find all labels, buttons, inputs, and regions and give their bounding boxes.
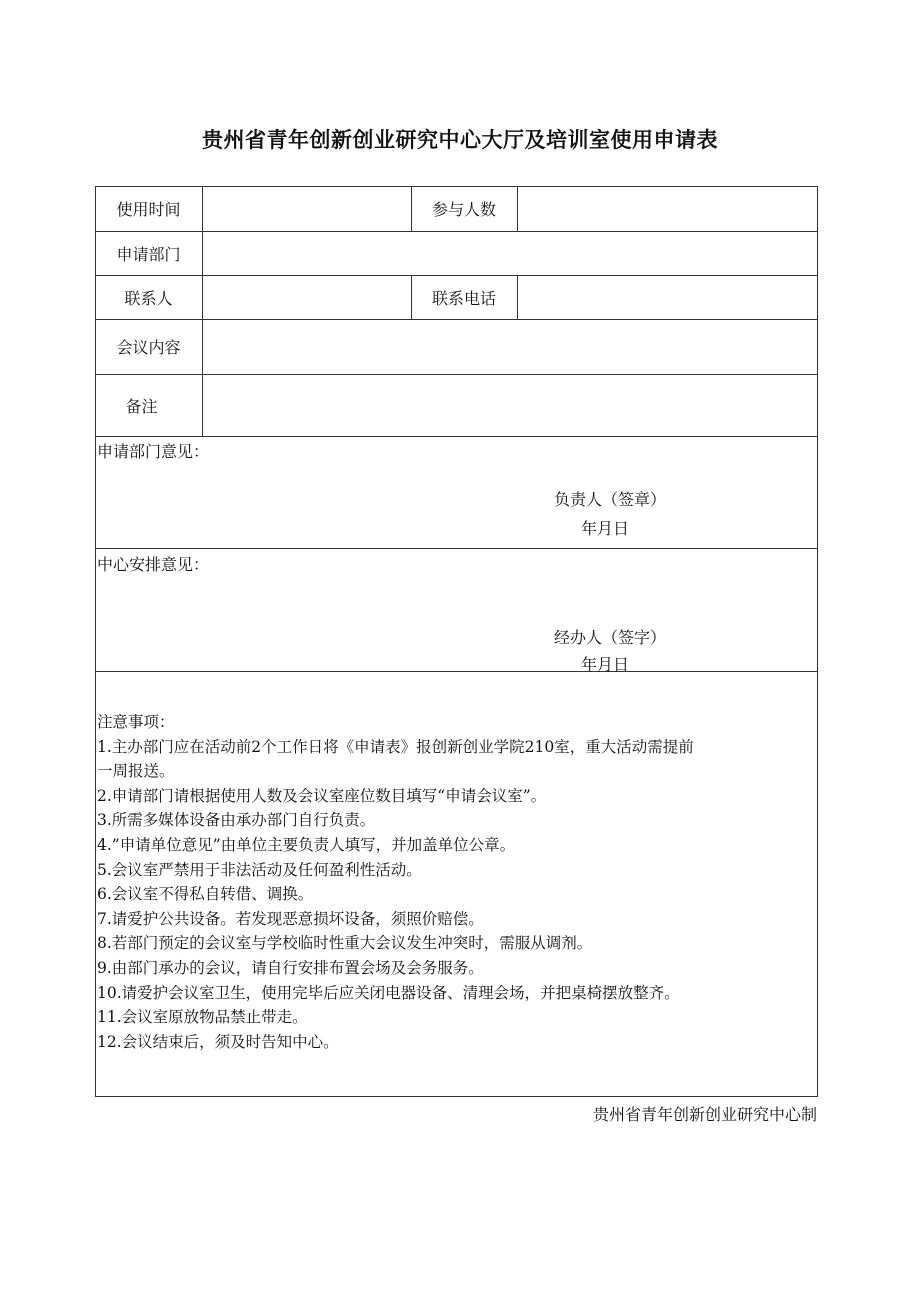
note-item: 9.由部门承办的会议，请自行安排布置会场及会务服务。: [97, 958, 484, 977]
dept-opinion-label: 申请部门意见：: [97, 442, 210, 461]
content-field[interactable]: [203, 320, 817, 374]
notes-section: [97, 710, 817, 1054]
note-item: 10.请爱护会议室卫生，使用完毕后应关闭电器设备、清理会场，并把桌椅摆放整齐。: [97, 983, 680, 1002]
use-time-field[interactable]: [203, 187, 411, 231]
note-item: 11.会议室原放物品禁止带走。: [97, 1008, 308, 1027]
participants-field[interactable]: [518, 187, 817, 231]
phone-field[interactable]: [518, 276, 817, 319]
note-item: 2.申请部门请根据使用人数及会议室座位数目填写“申请会议室”。: [97, 786, 547, 805]
note-item: 5.会议室严禁用于非法活动及任何盈利性活动。: [97, 860, 422, 879]
contact-label: 联系人: [124, 288, 173, 308]
footer-issuer: 贵州省青年创新创业研究中心制: [592, 1105, 817, 1124]
note-item: 6.会议室不得私自转借、调换。: [97, 885, 314, 904]
dept-field[interactable]: [203, 232, 817, 275]
center-signer-label: 经办人（签字）: [554, 628, 667, 647]
dept-date-label: 年月日: [581, 519, 630, 538]
use-time-label: 使用时间: [116, 200, 181, 219]
note-item: 8.若部门预定的会议室与学校临时性重大会议发生冲突时，需服从调剂。: [97, 934, 593, 953]
row-divider: [95, 548, 818, 549]
dept-label: 申请部门: [116, 244, 181, 264]
form-title: 贵州省青年创新创业研究中心大厅及培训室使用申请表: [202, 128, 718, 152]
content-label: 会议内容: [116, 338, 181, 357]
dept-signer-label: 负责人（签章）: [554, 490, 667, 509]
note-item: 7.请爱护公共设备。若发现恶意损坏设备，须照价赔偿。: [97, 909, 484, 928]
remarks-field[interactable]: [203, 375, 817, 436]
row-divider: [95, 436, 818, 437]
phone-label: 联系电话: [431, 288, 496, 308]
participants-label: 参与人数: [431, 200, 496, 219]
note-item: 一周报送。: [97, 762, 175, 781]
row-divider: [95, 671, 818, 672]
center-date-label: 年月日: [581, 655, 630, 674]
note-item: 12.会议结束后，须及时告知中心。: [97, 1032, 339, 1051]
contact-field[interactable]: [203, 276, 411, 319]
center-opinion-label: 中心安排意见：: [97, 555, 210, 574]
note-item: 1.主办部门应在活动前2个工作日将《申请表》报创新创业学院210室，重大活动需提前: [97, 737, 694, 756]
notes-heading: 注意事项：: [97, 713, 175, 731]
note-item: 4.”申请单位意见”由单位主要负责人填写，并加盖单位公章。: [97, 835, 516, 854]
note-item: 3.所需多媒体设备由承办部门自行负责。: [97, 811, 376, 830]
remarks-label: 备注: [125, 396, 158, 416]
